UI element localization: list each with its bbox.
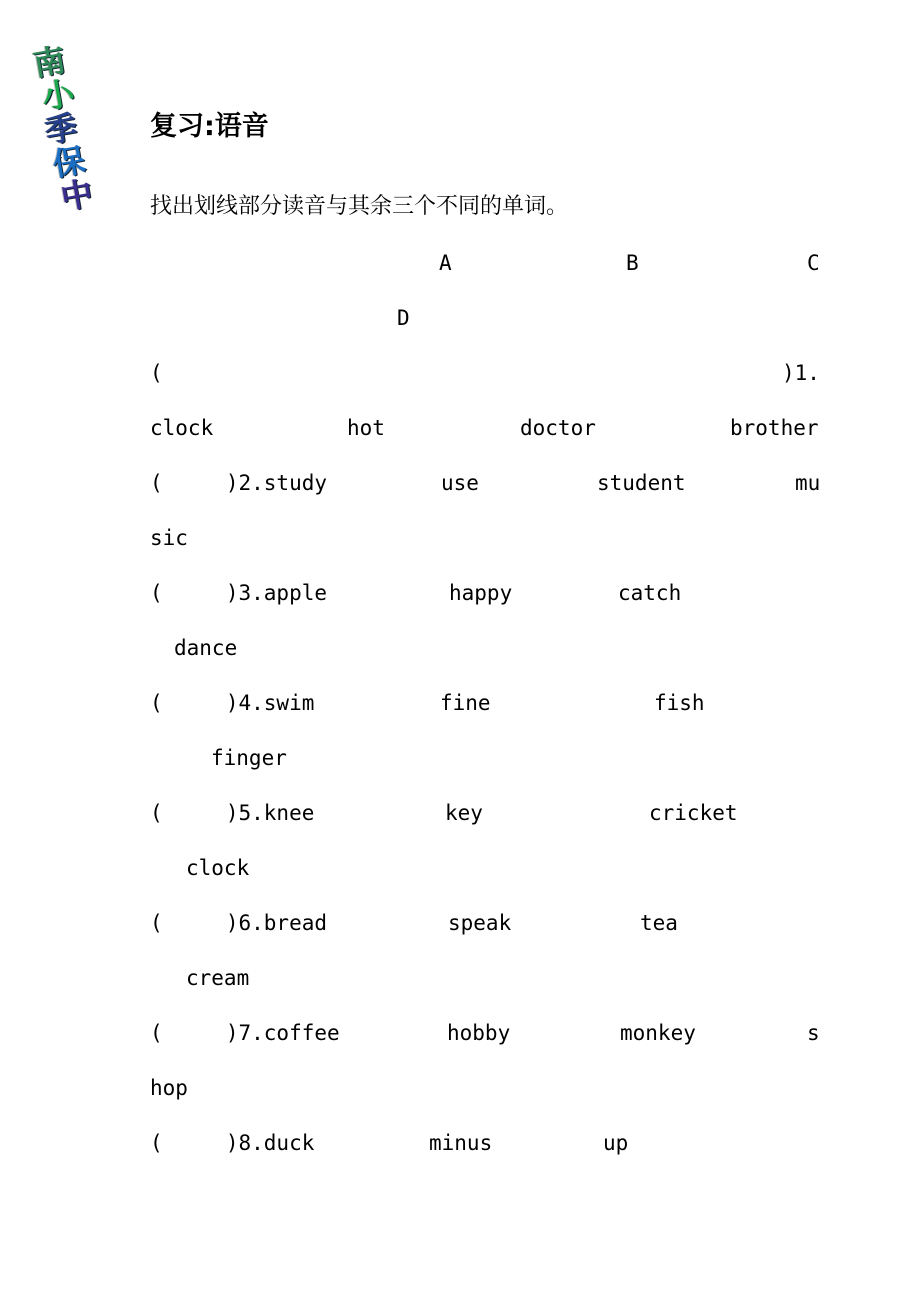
q6-option-b: speak xyxy=(448,911,512,935)
q3-option-c: catch xyxy=(618,581,682,605)
q3-prefix: ( )3.apple xyxy=(150,581,328,605)
logo-char-4: 保 xyxy=(49,140,89,184)
q2-option-b: use xyxy=(441,471,479,495)
q7-prefix: ( )7.coffee xyxy=(150,1021,340,1045)
q5-option-d: clock xyxy=(186,856,250,880)
q4-prefix: ( )4.swim xyxy=(150,691,315,715)
q1-open-paren: ( xyxy=(150,361,163,385)
q5-prefix: ( )5.knee xyxy=(150,801,315,825)
q3-option-b: happy xyxy=(449,581,513,605)
q7-option-c: monkey xyxy=(620,1021,696,1045)
q1-option-b: hot xyxy=(347,416,385,440)
q5-option-b: key xyxy=(445,801,483,825)
q6-prefix: ( )6.bread xyxy=(150,911,328,935)
q8-prefix: ( )8.duck xyxy=(150,1131,315,1155)
logo-char-3: 季 xyxy=(42,107,81,151)
q2-option-d-part1: mu xyxy=(795,471,821,495)
q7-option-b: hobby xyxy=(447,1021,511,1045)
q1-number: )1. xyxy=(782,361,820,385)
logo-char-5: 中 xyxy=(57,173,96,217)
q8-option-c: up xyxy=(603,1131,629,1155)
q1-option-a: clock xyxy=(150,416,214,440)
logo-char-2: 小 xyxy=(39,73,78,117)
q7-option-d-part1: s xyxy=(807,1021,820,1045)
page-title: 复习:语音 xyxy=(150,111,269,142)
option-header-c: C xyxy=(807,251,820,275)
logo-char-1: 南 xyxy=(30,40,69,84)
q8-option-b: minus xyxy=(429,1131,493,1155)
q6-option-c: tea xyxy=(640,911,678,935)
q4-option-d: finger xyxy=(211,746,287,770)
q2-prefix: ( )2.study xyxy=(150,471,328,495)
q1-option-c: doctor xyxy=(520,416,596,440)
q5-option-c: cricket xyxy=(649,801,738,825)
option-header-d: D xyxy=(397,306,410,330)
q6-option-d: cream xyxy=(186,966,250,990)
option-header-a: A xyxy=(439,251,452,275)
q4-option-c: fish xyxy=(654,691,705,715)
q7-option-d-part2: hop xyxy=(150,1076,188,1100)
q2-option-c: student xyxy=(597,471,686,495)
instruction-text: 找出划线部分读音与其余三个不同的单词。 xyxy=(150,194,569,219)
q4-option-b: fine xyxy=(440,691,491,715)
option-header-b: B xyxy=(626,251,639,275)
q1-option-d: brother xyxy=(730,416,819,440)
school-logo-image xyxy=(17,40,107,228)
q3-option-d: dance xyxy=(174,636,238,660)
q2-option-d-part2: sic xyxy=(150,526,188,550)
